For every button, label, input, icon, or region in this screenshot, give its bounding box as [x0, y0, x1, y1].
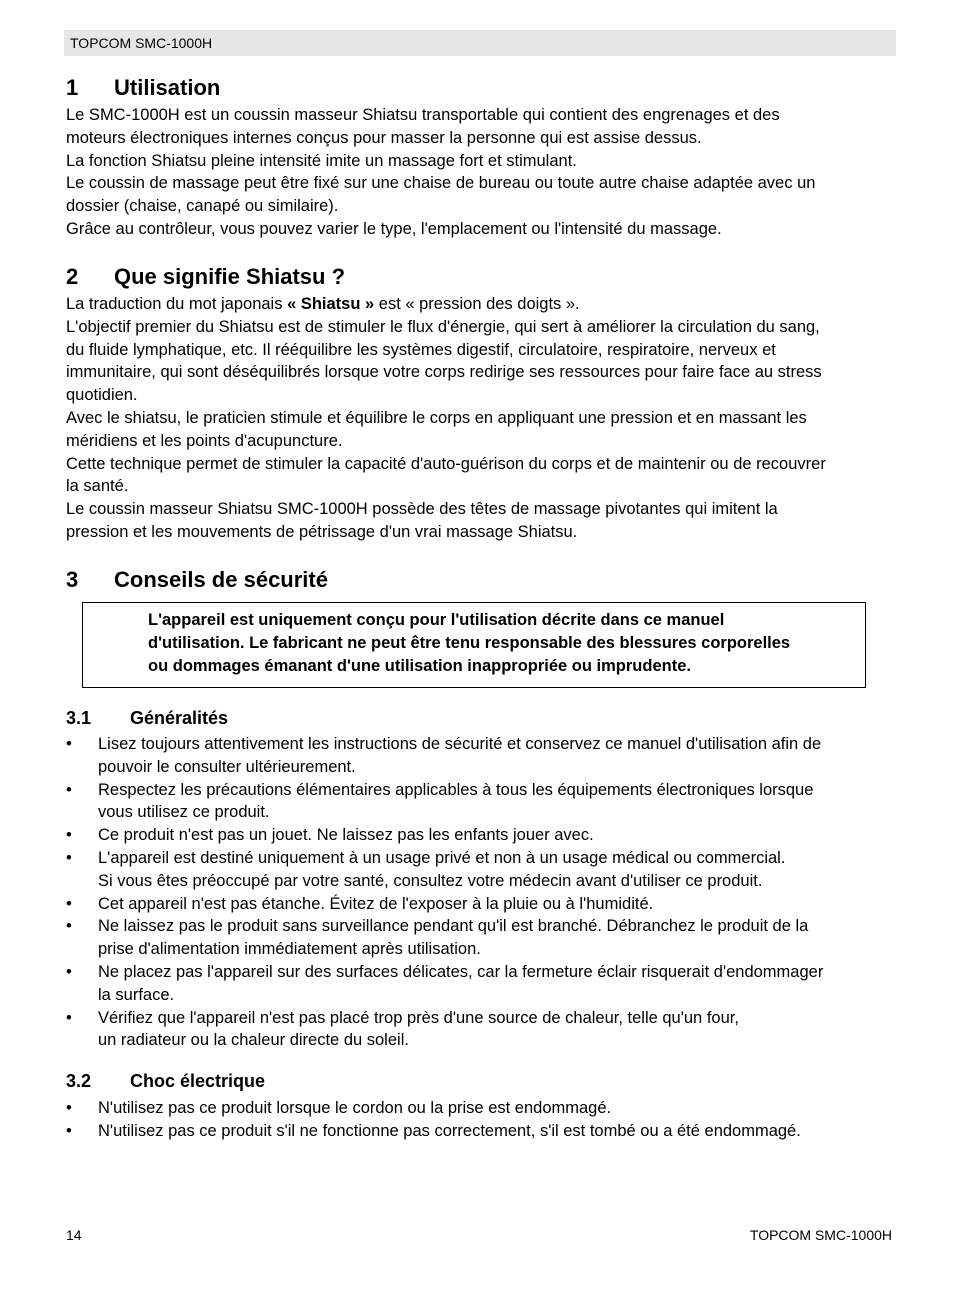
subsection-3-1-title: Généralités	[130, 708, 229, 728]
list-item	[66, 1097, 896, 1120]
bullet-icon: •	[66, 848, 72, 867]
section-2-body	[66, 293, 896, 544]
text-line: dossier (chaise, canapé ou similaire).	[66, 197, 339, 216]
list-item	[66, 961, 896, 1007]
text-line: Ce produit n'est pas un jouet. Ne laissez pas les enfants jouer avec.	[98, 826, 594, 845]
subsection-3-1-number: 3.1	[66, 708, 92, 728]
section-1-body	[66, 104, 896, 241]
text-line: Cet appareil n'est pas étanche. Évitez de l'exposer à la pluie ou à l'humidité.	[98, 894, 654, 913]
text-line: Cette technique permet de stimuler la capacité d'auto-guérison du corps et de maintenir ou de recouvrer	[66, 454, 826, 473]
section-1-title: Utilisation	[114, 75, 221, 100]
text-line: N'utilisez pas ce produit lorsque le cordon ou la prise est endommagé.	[98, 1099, 612, 1117]
bullet-icon: •	[66, 1121, 72, 1140]
text-line: pouvoir le consulter ultérieurement.	[98, 757, 356, 776]
bullet-icon: •	[66, 735, 72, 753]
section-3-heading	[66, 567, 328, 593]
text-span: est « pression des doigts ».	[374, 295, 580, 313]
text-line: immunitaire, qui sont déséquilibrés lorsque votre corps redirige ses ressources pour faire face au stress	[66, 363, 822, 382]
text-line: prise d'alimentation immédiatement après utilisation.	[98, 940, 481, 959]
text-line: Avec le shiatsu, le praticien stimule et équilibre le corps en appliquant une pression et en massant les	[66, 408, 807, 427]
list-item	[66, 779, 896, 825]
warning-text	[148, 609, 860, 677]
bullet-icon: •	[66, 826, 72, 845]
bullet-icon: •	[66, 1008, 72, 1027]
list-item	[66, 893, 896, 916]
text-line: L'appareil est destiné uniquement à un usage privé et non à un usage médical ou commercial.	[98, 848, 786, 867]
list-item	[66, 1120, 896, 1143]
section-1-heading	[66, 75, 220, 101]
text-line: moteurs électroniques internes conçus pour masser la personne qui est assise dessus.	[66, 128, 702, 147]
section-2-heading	[66, 264, 345, 290]
text-line: Le coussin masseur Shiatsu SMC-1000H possède des têtes de massage pivotantes qui imitent la	[66, 500, 778, 519]
section-3-title: Conseils de sécurité	[114, 567, 328, 592]
section-2-title: Que signifie Shiatsu ?	[114, 264, 346, 289]
bullet-icon: •	[66, 917, 72, 936]
text-span: La traduction du mot japonais	[66, 295, 288, 313]
bullet-icon: •	[66, 962, 72, 981]
text-line: Ne laissez pas le produit sans surveillance pendant qu'il est branché. Débranchez le produit de la	[98, 917, 809, 936]
electric-shock-list	[66, 1097, 896, 1143]
list-item	[66, 1007, 896, 1053]
general-safety-list	[66, 733, 896, 1052]
warning-line: d'utilisation. Le fabricant ne peut être tenu responsable des blessures corporelles	[148, 633, 791, 652]
text-line: Grâce au contrôleur, vous pouvez varier le type, l'emplacement ou l'intensité du massage.	[66, 219, 722, 238]
footer-brand: TOPCOM SMC-1000H	[749, 1227, 892, 1243]
bullet-icon: •	[66, 894, 72, 913]
bullet-icon: •	[66, 1099, 72, 1117]
bullet-icon: •	[66, 780, 72, 799]
text-line: Respectez les précautions élémentaires applicables à tous les équipements électroniques lorsque	[98, 780, 814, 799]
section-3-number: 3	[66, 567, 79, 592]
subsection-3-2-title: Choc électrique	[130, 1071, 266, 1091]
list-item	[66, 915, 896, 961]
text-line-with-emphasis	[66, 293, 896, 316]
text-line: vous utilisez ce produit.	[98, 803, 270, 822]
list-item	[66, 824, 896, 847]
section-1-number: 1	[66, 75, 79, 100]
running-header	[64, 30, 896, 56]
section-2-number: 2	[66, 264, 79, 289]
text-line: un radiateur ou la chaleur directe du soleil.	[98, 1031, 409, 1050]
text-line: Lisez toujours attentivement les instructions de sécurité et conservez ce manuel d'utilisation afin de	[98, 735, 822, 753]
text-line: L'objectif premier du Shiatsu est de stimuler le flux d'énergie, qui sert à améliorer la circulation du sang,	[66, 317, 820, 336]
subsection-3-2-number: 3.2	[66, 1071, 92, 1091]
warning-box	[82, 602, 866, 688]
emphasis-text: « Shiatsu »	[287, 295, 375, 313]
text-line: La fonction Shiatsu pleine intensité imite un massage fort et stimulant.	[66, 151, 577, 170]
list-item	[66, 847, 896, 893]
subsection-3-1-heading	[66, 708, 228, 729]
text-line: pression et les mouvements de pétrissage d'un vrai massage Shiatsu.	[66, 522, 578, 541]
text-line: du fluide lymphatique, etc. Il rééquilibre les systèmes digestif, circulatoire, respiratoire, nerveux et	[66, 340, 776, 359]
text-line: Si vous êtes préoccupé par votre santé, consultez votre médecin avant d'utiliser ce produit.	[98, 871, 763, 890]
text-line: quotidien.	[66, 386, 138, 405]
text-line: Vérifiez que l'appareil n'est pas placé trop près d'une source de chaleur, telle qu'un four,	[98, 1008, 739, 1027]
text-line: la surface.	[98, 985, 175, 1004]
text-line: N'utilisez pas ce produit s'il ne fonctionne pas correctement, s'il est tombé ou a été endommagé.	[98, 1121, 801, 1140]
text-line: méridiens et les points d'acupuncture.	[66, 431, 343, 450]
subsection-3-2-heading	[66, 1071, 265, 1092]
text-line: la santé.	[66, 477, 129, 496]
warning-line: ou dommages émanant d'une utilisation inappropriée ou imprudente.	[148, 656, 691, 675]
header-title: TOPCOM SMC-1000H	[70, 35, 213, 51]
text-line: Le SMC-1000H est un coussin masseur Shiatsu transportable qui contient des engrenages et des	[66, 106, 780, 124]
text-line: Le coussin de massage peut être fixé sur une chaise de bureau ou toute autre chaise adaptée avec un	[66, 174, 816, 193]
list-item	[66, 733, 896, 779]
warning-line: L'appareil est uniquement conçu pour l'utilisation décrite dans ce manuel	[148, 611, 725, 629]
text-line: Ne placez pas l'appareil sur des surfaces délicates, car la fermeture éclair risquerait d'endommager	[98, 962, 824, 981]
page-number: 14	[66, 1227, 82, 1243]
